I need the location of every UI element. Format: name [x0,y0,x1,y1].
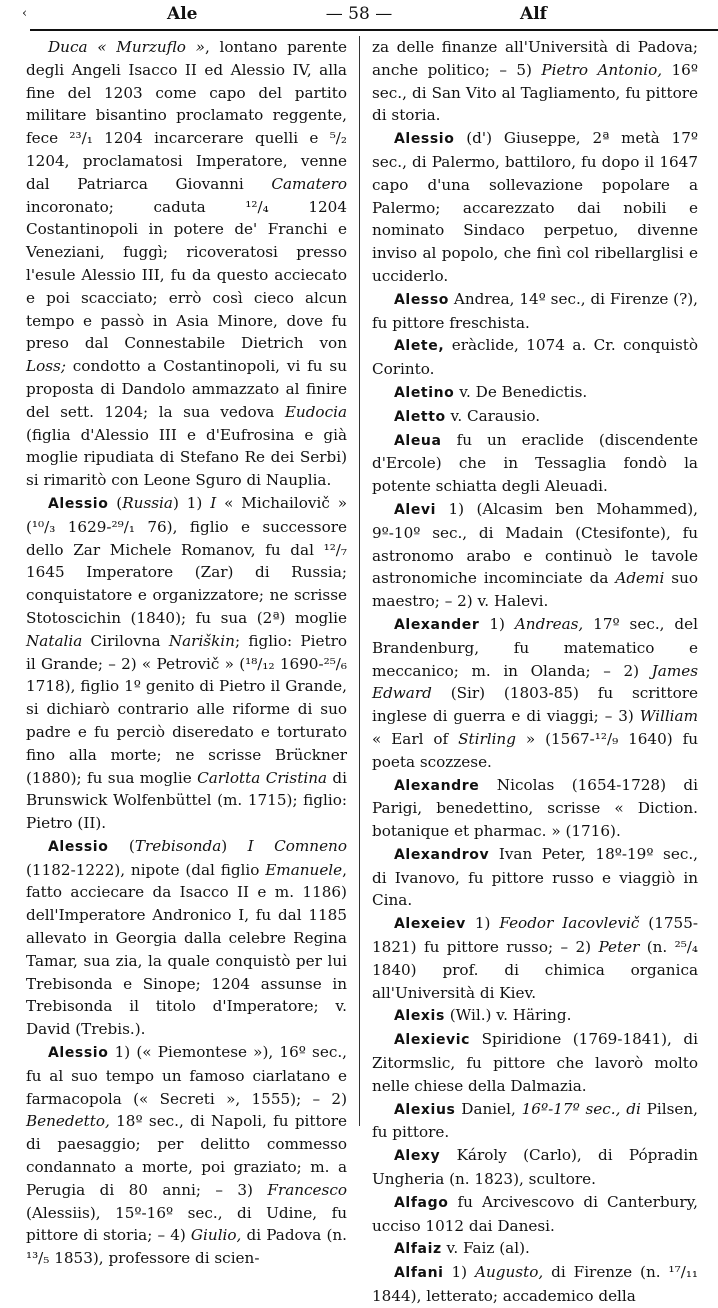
dictionary-entry [372,1004,698,1028]
italic-text: Augusto, [475,1263,544,1282]
italic-text: I [210,493,217,512]
dictionary-entry [372,334,698,381]
entry-headword: Alexievic [394,1032,471,1049]
page-header [0,0,718,30]
italic-text: 16º-17º sec., di [521,1099,641,1118]
entry-text: 16º sec., di San Vito al Tagliamento, fu pittore di storia. [372,60,698,125]
entry-text: ( [108,493,123,512]
italic-text: Andreas, [514,614,584,633]
entry-text: ; figlio: Pietro il Grande; – 2) « Petrovič » (¹⁸/₁₂ 1690-²⁵/₆ 1718), figlio 1º genito di Pietro il Grande, si dichiarò contrario alle riforme di suo padre e fu perciò diseredato e torturato fino alla morte; ne scrisse Brückner (1880); fu sua moglie [26,631,348,787]
dictionary-entry [26,1041,347,1270]
dictionary-entry [372,1144,698,1191]
entry-text: za delle finanze all'Università di Padova; anche politico; – 5) [372,38,698,79]
dictionary-entry [372,1028,698,1097]
italic-text: Stirling [458,729,516,748]
entry-text: (Wil.) v. Häring. [444,1006,572,1025]
italic-text: Ademi [615,569,665,588]
entry-text: (Alessiis), 15º-16º sec., di Udine, fu pittore di storia; – 4) [26,1203,347,1245]
entry-text: « Michailovič » (¹⁰/₃ 1629-²⁹/₁ 76), figlio e successore dello Zar Michele Romanov, fu dal ¹²/₇ 1645 Imperatore (Zar) di Russia; conquistatore e organizzatore; ne scrisse Stotoscichin (1840); fu sua (2ª) moglie [26,493,348,627]
italic-text: Eudocia [284,402,347,421]
entry-text: condotto a Costantinopoli, vi fu su proposta di Dandolo ammazzato al finire del sett. 1204; la sua vedova [26,357,347,421]
entry-text: ) [221,836,248,855]
entry-text: 1) [465,914,500,933]
entry-headword: Alexandre [394,777,480,794]
dictionary-entry [372,774,698,843]
dictionary-entry [26,36,347,492]
entry-text: di Brunswick Wolfenbüttel (m. 1715); figlio: Pietro (II). [26,768,347,833]
entry-text: Spiridione (1769-1841), di Zitormslic, fu pittore che lavorò molto nelle chiese della Dalmazia. [372,1030,698,1095]
italic-text: William [639,707,698,726]
page-number: — 58 — [325,4,393,24]
italic-text: Benedetto, [26,1112,110,1131]
entry-headword: Aletto [394,408,446,425]
dictionary-entry [372,912,698,1004]
dictionary-entry [372,1098,698,1145]
italic-text: Giulio, [190,1226,242,1245]
entry-text: Ivan Peter, 18º-19º sec., di Ivanovo, fu pittore russo e viaggiò in Cina. [372,844,698,910]
italic-text: Duca « Murzuflo » [48,38,205,56]
entry-text: v. Faiz (al). [441,1239,530,1258]
header-rule [30,29,718,31]
entry-text: Károly (Carlo), di Pópradin Ungheria (n. 1823), scultore. [372,1146,698,1189]
entry-text: (figlia d'Alessio III e d'Eufrosina e già moglie ripudiata di Stefano Re dei Serbi) si rimaritò con Leone Sguro di Nauplia. [26,425,347,490]
entry-headword: Alevi [394,501,437,518]
entry-text: v. De Benedictis. [454,382,588,401]
italic-text: Peter [598,938,640,957]
entry-text: , fatto acciecare da Isacco II e m. 1186) dell'Imperatore Andronico I, fu dal 1185 allevato in Georgia dalla celebre Regina Tamar, sua zia, la quale conquistò per lui Trebisonda e Sinope; 1204 assunse in Trebisonda il titolo d'Imperatore; v. David (Trebis.). [26,860,347,1039]
dictionary-entry [372,843,698,912]
italic-text: Carlotta Cristina [197,768,328,787]
entry-headword: Alessio [48,1045,109,1062]
italic-text: Emanuele [265,860,343,879]
entry-text: Cirilovna [82,631,169,650]
entry-headword: Alexy [394,1148,441,1165]
entry-text: ( [108,836,135,855]
italic-text: Francesco [267,1180,347,1199]
entry-text: 1) (Alcasim ben Mohammed), 9º-10º sec., di Madain (Ctesifonte), fu astronomo arabo e continuò le tavole astronomiche incominciate da [372,499,698,588]
entry-text: di Padova (n. ¹³/₅ 1853), professore di scien- [26,1226,347,1268]
dictionary-entry [372,381,698,405]
italic-text: Nariškin [168,631,235,650]
entry-text: Nicolas (1654-1728) di Parigi, benedettino, scrisse « Diction. botanique et pharmac. » (1716). [372,775,698,841]
dictionary-entry [372,127,698,288]
right-column [372,36,698,1308]
entry-headword: Alexis [394,1008,445,1025]
dictionary-entry [372,1191,698,1238]
entry-headword: Alessio [48,495,109,512]
dictionary-entry [372,1261,698,1308]
corner-mark: ‹ [22,6,28,21]
entry-headword: Alfaiz [394,1241,442,1258]
italic-text: Feodor Iacovlevič [499,914,640,933]
entry-text: 18º sec., di Napoli, fu pittore di paesaggio; per delitto commesso condannato a morte, poi graziato; m. a Perugia di 80 anni; – 3) [26,1112,347,1199]
entry-headword: Alessio [48,838,109,855]
italic-text: Camatero [271,174,347,193]
entry-headword: Alexander [394,616,480,633]
italic-text: Pietro Antonio, [541,60,663,79]
italic-text: Loss; [26,357,66,376]
entry-text: ) 1) [172,493,211,512]
italic-text: James Edward [372,661,698,703]
entry-text: Daniel, [455,1099,522,1118]
header-right-word: Alf [520,4,547,24]
entry-text: suo maestro; – 2) v. Halevi. [372,569,698,611]
italic-text: Russia [122,493,173,512]
entry-headword: Aleua [394,432,442,449]
dictionary-entry [372,613,698,774]
entry-text: 1) [443,1263,476,1282]
entry-headword: Alexeiev [394,916,466,933]
entry-headword: Alexandrov [394,846,490,863]
entry-text: 1) (« Piemontese »), 16º sec., fu al suo tempo un famoso ciarlatano e farmacopola (« Secreti », 1555); – 2) [26,1043,347,1108]
dictionary-entry [372,429,698,498]
entry-text: 17º sec., del Brandenburg, fu matematico e meccanico; m. in Olanda; – 2) [372,614,698,680]
entry-text: 1) [479,614,515,633]
dictionary-entry [372,498,698,613]
entry-headword: Aletino [394,384,455,401]
entry-text: Andrea, 14º sec., di Firenze (?), fu pittore freschista. [372,289,698,332]
dictionary-entry [26,492,347,835]
entry-text: incoronato; caduta ¹²/₄ 1204 Costantinopoli in potere de' Franchi e Veneziani, fuggì; ricoveratosi presso l'esule Alessio III, fu da questo acciecato e poi scacciato; errò così cieco alcun tempo e passò in Asia Minore, dove fu preso dal Connestabile Dietrich von [26,197,347,353]
entry-text: fu Arcivescovo di Canterbury, ucciso 1012 dai Danesi. [372,1192,698,1235]
entry-headword: Alfani [394,1265,444,1282]
entry-text: « Earl of [372,729,459,748]
dictionary-entry [372,1237,698,1261]
entry-text: v. Carausio. [445,406,541,425]
entry-headword: Alessio [394,131,455,148]
entry-headword: Alete, [394,338,445,355]
italic-text: Natalia [26,631,83,650]
entry-text: (1182-1222), nipote (dal figlio [26,860,266,879]
entry-text: (d') Giuseppe, 2ª metà 17º sec., di Palermo, battiloro, fu dopo il 1647 capo d'una sollevazione popolare a Palermo; accarezzato dai nobili e nominato Sindaco perpetuo, divenne inviso al popolo, che finì col ribellarglisi e ucciderlo. [372,129,698,285]
dictionary-entry [372,405,698,429]
entry-headword: Alesso [394,291,450,308]
entry-text: di Firenze (n. ¹⁷/₁₁ 1844), letterato; accademico della [372,1263,698,1306]
entry-text: » (1567-¹²/₉ 1640) fu poeta scozzese. [372,729,698,771]
entry-headword: Alexius [394,1101,456,1118]
dictionary-entry [26,835,347,1041]
entry-text: , lontano parente degli Angeli Isacco II ed Alessio IV, alla fine del 1203 come capo del partito militare bisantino proclamato reggente, fece ²³/₁ 1204 incarcerare quelli e ⁵/₂ 1204, proclamatosi Imperatore, venne dal Patriarca Giovanni [26,38,347,193]
column-divider [359,36,360,1126]
italic-text: Trebisonda [134,836,222,855]
header-left-word: Ale [167,4,198,24]
entry-text: eràclide, 1074 a. Cr. conquistò Corinto. [372,336,698,379]
entry-text: Pilsen, fu pittore. [372,1099,698,1142]
entry-text: (1755-1821) fu pittore russo; – 2) [372,914,698,957]
italic-text: I Comneno [247,836,347,855]
entry-text: fu un eraclide (discendente d'Ercole) che in Tessaglia fondò la potente schiatta degli Aleuadi. [372,430,698,496]
entry-continuation [372,36,698,127]
left-column [26,36,347,1270]
entry-headword: Alfago [394,1194,449,1211]
dictionary-entry [372,288,698,335]
entry-text: (Sir) (1803-85) fu scrittore inglese di guerra e di viaggi; – 3) [372,684,698,726]
entry-text: (n. ²⁵/₄ 1840) prof. di chimica organica all'Università di Kiev. [372,938,698,1002]
